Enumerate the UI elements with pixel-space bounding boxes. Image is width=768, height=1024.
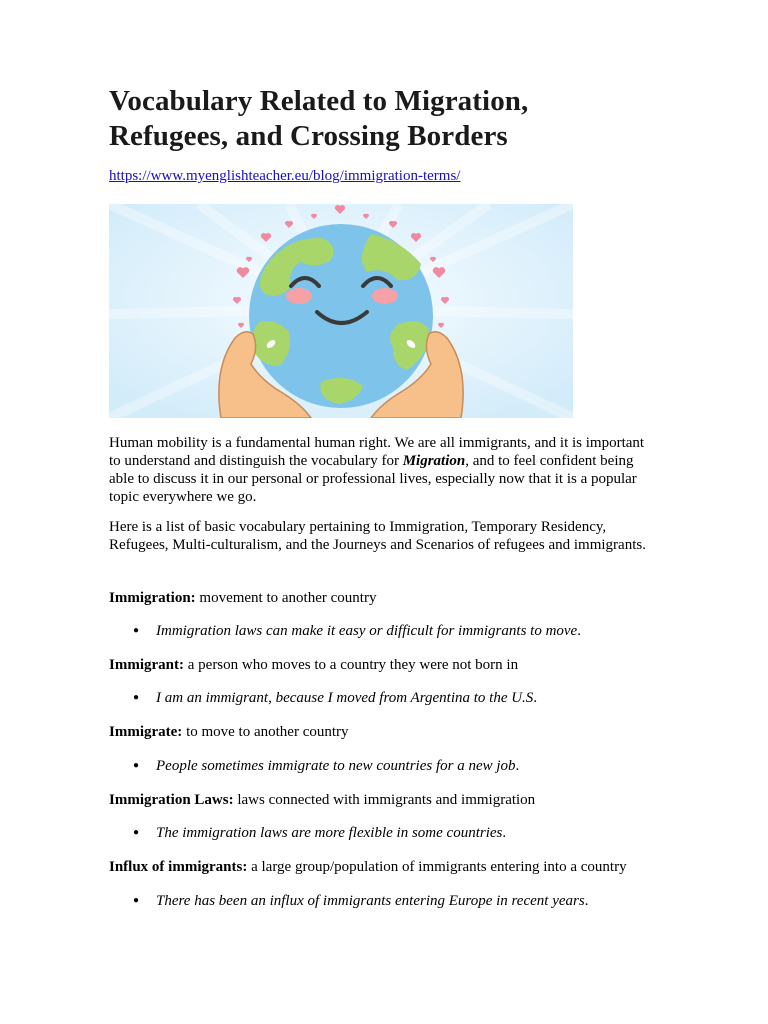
term-definition xyxy=(109,589,669,607)
earth-globe xyxy=(249,224,433,408)
example-text: The immigration laws are more flexible in some countries xyxy=(156,825,503,841)
term-example xyxy=(133,689,693,707)
example-text: There has been an influx of immigrants entering Europe in recent years xyxy=(156,893,585,909)
example-end: . xyxy=(533,690,538,706)
page-title xyxy=(109,84,669,154)
bullet-icon: ● xyxy=(133,760,140,771)
example-text: People sometimes immigrate to new countries for a new job xyxy=(156,758,516,774)
term-example xyxy=(133,892,693,910)
bullet-icon: ● xyxy=(133,625,140,636)
term-example xyxy=(133,622,693,640)
term-label: Immigration: xyxy=(109,590,196,606)
example-end: . xyxy=(577,623,581,639)
title-line-1: Vocabulary Related to Migration, xyxy=(109,85,529,117)
term-definition-text: laws connected with immigrants and immigration xyxy=(233,792,536,808)
term-label: Influx of immigrants: xyxy=(109,859,248,875)
term-definition xyxy=(109,791,669,809)
term-definition-text: a person who moves to a country they were not born in xyxy=(184,657,519,673)
term-label: Immigrate: xyxy=(109,724,183,740)
term-definition-text: a large group/population of immigrants entering into a country xyxy=(247,859,627,875)
source-link[interactable]: https://www.myenglishteacher.eu/blog/immigration-terms/ xyxy=(109,168,461,184)
left-cheek xyxy=(286,288,312,304)
intro-text-start: Human mobility is a fundamental human right. We are all immigrants, and it is important to understand and distinguish the vocabulary for xyxy=(109,435,645,469)
example-end: . xyxy=(584,893,589,909)
intro-text-end: , and to feel confident being able to discuss it in our personal or professional lives, especially now that it is a popular topic everywhere we go. xyxy=(109,453,637,505)
bullet-icon: ● xyxy=(133,827,140,838)
bullet-icon: ● xyxy=(133,895,140,906)
term-example xyxy=(133,757,693,775)
title-line-2: Refugees, and Crossing Borders xyxy=(109,120,508,152)
earth-illustration xyxy=(109,204,573,418)
earth-illustration-svg xyxy=(109,204,573,418)
list-intro-paragraph: Here is a list of basic vocabulary pertaining to Immigration, Temporary Residency, Refugees, Multi-culturalism, and the Journeys and Scenarios of refugees and immigrants. xyxy=(109,519,646,553)
term-definition xyxy=(109,723,669,741)
term-definition-text: to move to another country xyxy=(182,724,349,740)
right-cheek xyxy=(372,288,398,304)
intro-bold-term: Migration xyxy=(402,453,466,469)
term-definition-text: movement to another country xyxy=(195,590,377,606)
example-end: . xyxy=(502,825,507,841)
example-end: . xyxy=(515,758,520,774)
example-text: Immigration laws can make it easy or difficult for immigrants to move xyxy=(156,623,578,639)
term-definition xyxy=(109,858,669,876)
term-example xyxy=(133,824,693,842)
intro-paragraph xyxy=(109,434,649,506)
example-text: I am an immigrant, because I moved from Argentina to the U.S xyxy=(156,690,534,706)
term-label: Immigration Laws: xyxy=(109,792,234,808)
term-label: Immigrant: xyxy=(109,657,184,673)
term-definition xyxy=(109,656,669,674)
bullet-icon: ● xyxy=(133,692,140,703)
